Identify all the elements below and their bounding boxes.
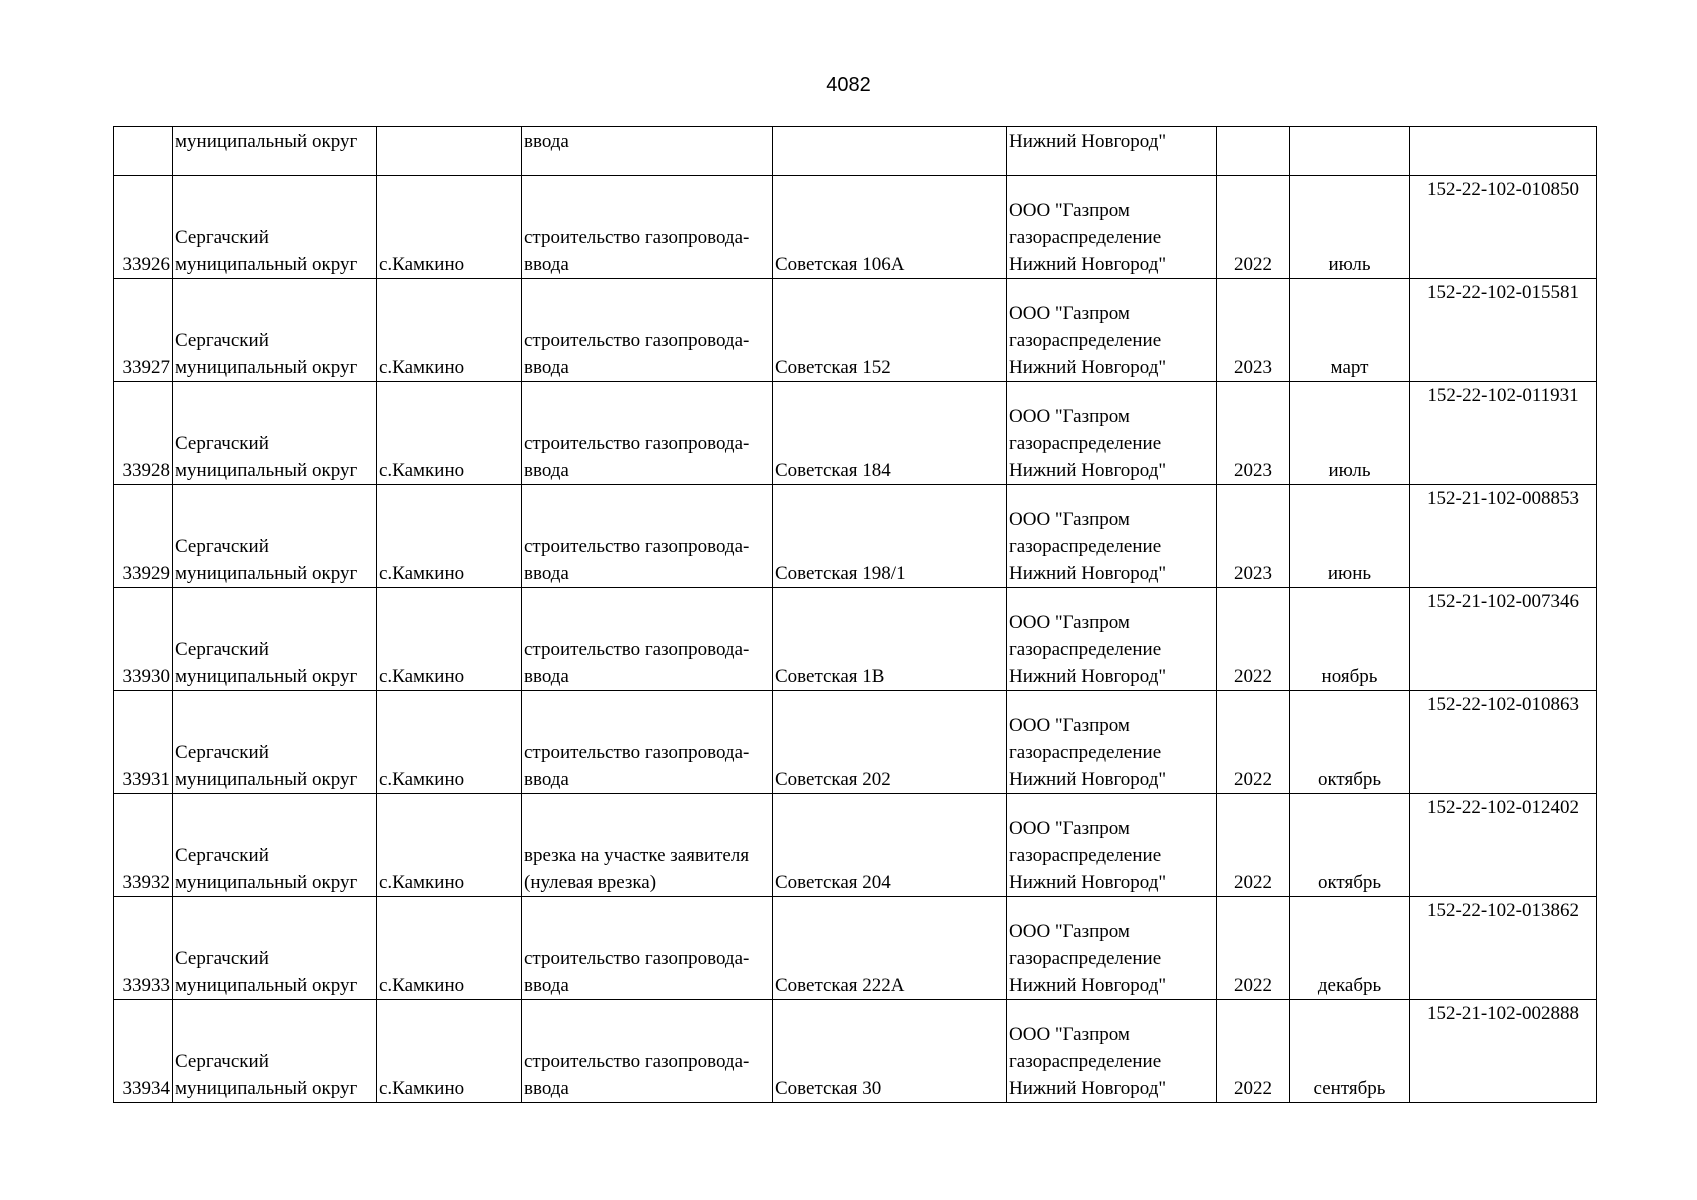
cell-month: декабрь <box>1290 897 1410 1000</box>
cell-settlement: с.Камкино <box>377 588 522 691</box>
cell-address: Советская 184 <box>773 382 1007 485</box>
cell-district: Сергачский муниципальный округ <box>173 485 377 588</box>
table-row <box>114 897 1597 1000</box>
cell-settlement: с.Камкино <box>377 382 522 485</box>
cell-year: 2022 <box>1217 1000 1290 1103</box>
cell-address <box>773 127 1007 176</box>
cell-settlement: с.Камкино <box>377 691 522 794</box>
cell-settlement <box>377 127 522 176</box>
cell-organization: ООО "Газпром газораспределение Нижний Новгород" <box>1007 691 1217 794</box>
cell-code: 152-22-102-013862 <box>1410 897 1597 1000</box>
cell-num: 33932 <box>114 794 173 897</box>
cell-code: 152-22-102-011931 <box>1410 382 1597 485</box>
cell-district: Сергачский муниципальный округ <box>173 691 377 794</box>
cell-organization: ООО "Газпром газораспределение Нижний Новгород" <box>1007 382 1217 485</box>
table-row <box>114 176 1597 279</box>
cell-work-type: строительство газопровода- ввода <box>522 382 773 485</box>
cell-code: 152-21-102-002888 <box>1410 1000 1597 1103</box>
cell-code: 152-22-102-015581 <box>1410 279 1597 382</box>
cell-organization: ООО "Газпром газораспределение Нижний Новгород" <box>1007 897 1217 1000</box>
cell-num: 33934 <box>114 1000 173 1103</box>
cell-month: март <box>1290 279 1410 382</box>
cell-code: 152-22-102-010863 <box>1410 691 1597 794</box>
cell-month: сентябрь <box>1290 1000 1410 1103</box>
cell-month: октябрь <box>1290 794 1410 897</box>
cell-num: 33933 <box>114 897 173 1000</box>
cell-settlement: с.Камкино <box>377 485 522 588</box>
cell-work-type: строительство газопровода- ввода <box>522 588 773 691</box>
cell-work-type: врезка на участке заявителя (нулевая врезка) <box>522 794 773 897</box>
cell-work-type: строительство газопровода- ввода <box>522 176 773 279</box>
cell-work-type: строительство газопровода- ввода <box>522 691 773 794</box>
cell-settlement: с.Камкино <box>377 897 522 1000</box>
cell-address: Советская 30 <box>773 1000 1007 1103</box>
table-row <box>114 588 1597 691</box>
cell-year: 2022 <box>1217 691 1290 794</box>
cell-organization: ООО "Газпром газораспределение Нижний Новгород" <box>1007 794 1217 897</box>
cell-address: Советская 106А <box>773 176 1007 279</box>
cell-num <box>114 127 173 176</box>
cell-year: 2023 <box>1217 382 1290 485</box>
cell-code: 152-21-102-007346 <box>1410 588 1597 691</box>
table-row <box>114 1000 1597 1103</box>
table-row <box>114 691 1597 794</box>
cell-organization: ООО "Газпром газораспределение Нижний Новгород" <box>1007 1000 1217 1103</box>
cell-district: Сергачский муниципальный округ <box>173 382 377 485</box>
cell-address: Советская 204 <box>773 794 1007 897</box>
cell-year: 2022 <box>1217 176 1290 279</box>
cell-month: июль <box>1290 176 1410 279</box>
cell-settlement: с.Камкино <box>377 176 522 279</box>
cell-num: 33927 <box>114 279 173 382</box>
cell-address: Советская 202 <box>773 691 1007 794</box>
cell-district: Сергачский муниципальный округ <box>173 1000 377 1103</box>
cell-address: Советская 1В <box>773 588 1007 691</box>
table-row-continued <box>114 127 1597 176</box>
cell-district: Сергачский муниципальный округ <box>173 176 377 279</box>
cell-settlement: с.Камкино <box>377 794 522 897</box>
cell-month <box>1290 127 1410 176</box>
cell-num: 33928 <box>114 382 173 485</box>
cell-address: Советская 222А <box>773 897 1007 1000</box>
cell-settlement: с.Камкино <box>377 279 522 382</box>
page-number: 4082 <box>826 74 871 96</box>
table-row <box>114 279 1597 382</box>
cell-month: июль <box>1290 382 1410 485</box>
cell-organization: ООО "Газпром газораспределение Нижний Новгород" <box>1007 588 1217 691</box>
cell-work-type: строительство газопровода- ввода <box>522 1000 773 1103</box>
cell-year: 2022 <box>1217 588 1290 691</box>
cell-num: 33931 <box>114 691 173 794</box>
cell-district: Сергачский муниципальный округ <box>173 279 377 382</box>
cell-organization: ООО "Газпром газораспределение Нижний Новгород" <box>1007 485 1217 588</box>
table-row <box>114 794 1597 897</box>
cell-district: Сергачский муниципальный округ <box>173 794 377 897</box>
cell-year <box>1217 127 1290 176</box>
cell-organization: ООО "Газпром газораспределение Нижний Новгород" <box>1007 279 1217 382</box>
cell-num: 33929 <box>114 485 173 588</box>
cell-year: 2023 <box>1217 279 1290 382</box>
cell-year: 2022 <box>1217 897 1290 1000</box>
cell-num: 33930 <box>114 588 173 691</box>
cell-organization: Нижний Новгород" <box>1007 127 1217 176</box>
cell-month: октябрь <box>1290 691 1410 794</box>
cell-address: Советская 152 <box>773 279 1007 382</box>
registry-table <box>113 126 1597 1103</box>
cell-work-type: ввода <box>522 127 773 176</box>
cell-code: 152-21-102-008853 <box>1410 485 1597 588</box>
cell-district: Сергачский муниципальный округ <box>173 588 377 691</box>
table-row <box>114 485 1597 588</box>
cell-num: 33926 <box>114 176 173 279</box>
cell-month: июнь <box>1290 485 1410 588</box>
cell-settlement: с.Камкино <box>377 1000 522 1103</box>
cell-work-type: строительство газопровода- ввода <box>522 897 773 1000</box>
cell-organization: ООО "Газпром газораспределение Нижний Новгород" <box>1007 176 1217 279</box>
cell-code: 152-22-102-012402 <box>1410 794 1597 897</box>
cell-district: муниципальный округ <box>173 127 377 176</box>
cell-code <box>1410 127 1597 176</box>
table-row <box>114 382 1597 485</box>
cell-code: 152-22-102-010850 <box>1410 176 1597 279</box>
cell-year: 2023 <box>1217 485 1290 588</box>
cell-year: 2022 <box>1217 794 1290 897</box>
cell-work-type: строительство газопровода- ввода <box>522 485 773 588</box>
cell-month: ноябрь <box>1290 588 1410 691</box>
cell-work-type: строительство газопровода- ввода <box>522 279 773 382</box>
cell-address: Советская 198/1 <box>773 485 1007 588</box>
cell-district: Сергачский муниципальный округ <box>173 897 377 1000</box>
